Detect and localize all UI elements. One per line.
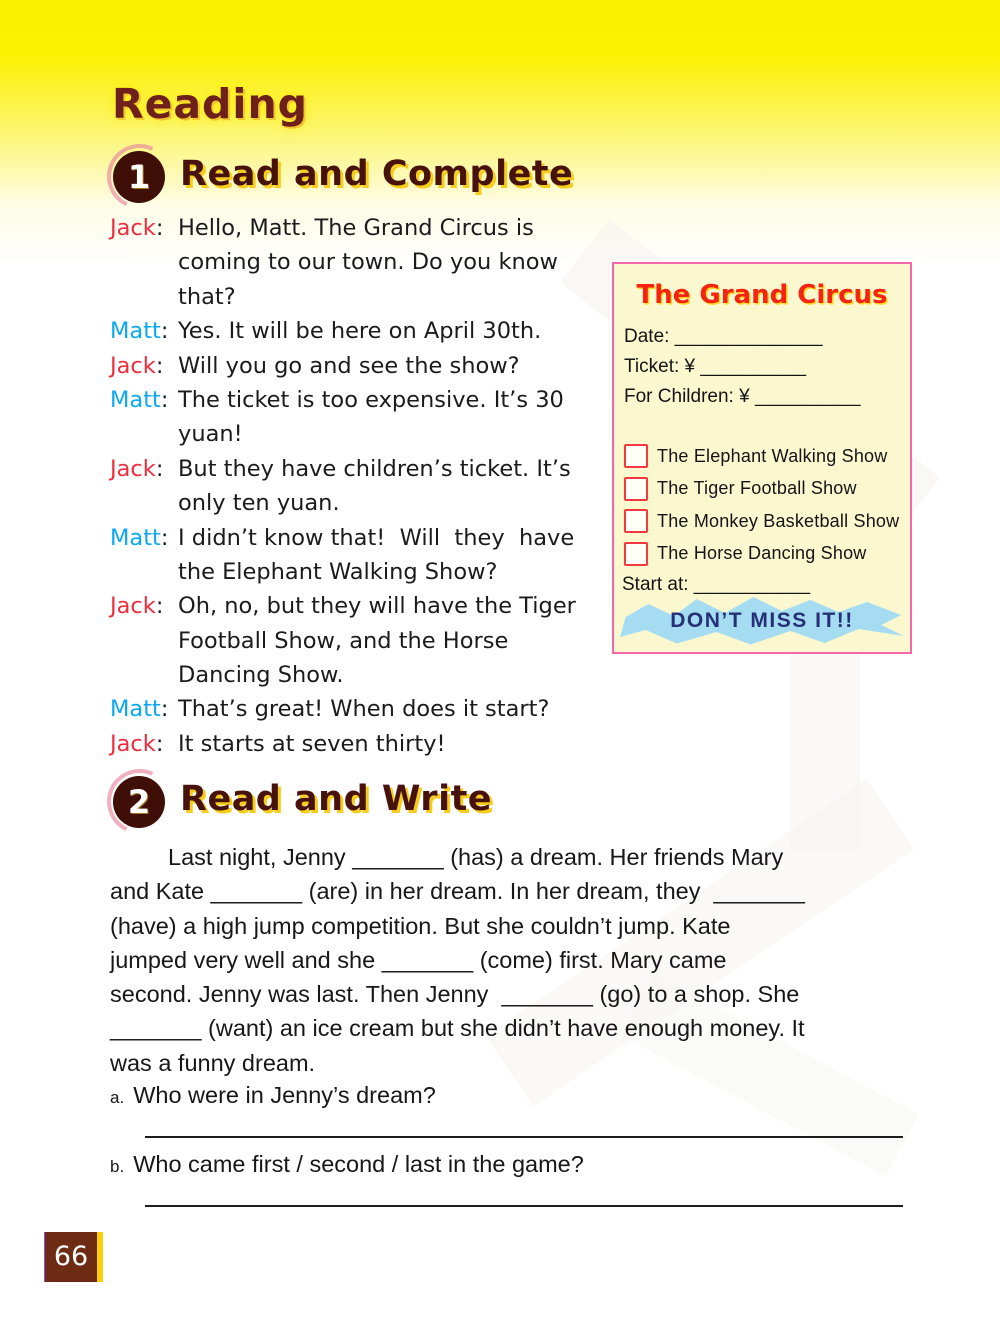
speaker-name: Matt: — [110, 386, 169, 413]
dialogue-line — [110, 452, 615, 486]
dialogue-line — [110, 211, 615, 245]
show-checkbox-list — [624, 440, 899, 570]
show-checkbox[interactable] — [624, 477, 648, 501]
speaker-name: Matt: — [110, 318, 169, 345]
circus-card-fields — [624, 322, 861, 412]
question-a-label: a. — [110, 1088, 125, 1107]
dialogue-text: Dancing Show. — [178, 662, 344, 689]
question-b-text: Who came first / second / last in the game? — [133, 1151, 584, 1177]
cloze-paragraph — [110, 840, 920, 1080]
speaker-name: Jack: — [110, 352, 164, 379]
show-label: The Horse Dancing Show — [657, 543, 867, 564]
speaker-name: Matt: — [110, 696, 169, 723]
dialogue-line — [110, 245, 615, 279]
show-label: The Tiger Football Show — [657, 478, 857, 499]
children-ticket-field[interactable]: For Children: ¥ __________ — [624, 386, 861, 407]
dialogue-text: the Elephant Walking Show? — [178, 558, 498, 585]
show-checkbox[interactable] — [624, 444, 648, 468]
date-field[interactable]: Date: ______________ — [624, 326, 823, 347]
question-b — [110, 1151, 584, 1178]
dialogue-text: coming to our town. Do you know — [178, 249, 558, 276]
dialogue-text: yuan! — [178, 421, 243, 448]
show-checkbox[interactable] — [624, 542, 648, 566]
dialogue-text: only ten yuan. — [178, 490, 340, 517]
start-at-field[interactable]: Start at: ___________ — [622, 574, 811, 595]
dialogue-text: The ticket is too expensive. It’s 30 — [178, 386, 564, 413]
section1-number-badge: 1 — [113, 151, 165, 203]
dialogue-text: that? — [178, 283, 236, 310]
dialogue-line — [110, 280, 615, 314]
question-b-label: b. — [110, 1157, 125, 1176]
speaker-name: Jack: — [110, 215, 164, 241]
section2-heading: Read and Write — [180, 779, 493, 819]
dialogue-line — [110, 521, 615, 555]
paragraph-line: was a funny dream. — [110, 1049, 316, 1076]
speaker-name: Matt: — [110, 524, 169, 551]
section1-heading: Read and Complete — [180, 154, 574, 194]
dialogue-text: Yes. It will be here on April 30th. — [178, 318, 542, 345]
paragraph-line: Last night, Jenny _______ (has) a dream. Her friends Mary — [168, 844, 784, 870]
paragraph-line: (have) a high jump competition. But she couldn’t jump. Kate — [110, 912, 731, 939]
ticket-field[interactable]: Ticket: ¥ __________ — [624, 356, 807, 377]
section2-number-badge: 2 — [113, 776, 165, 828]
speaker-name: Jack: — [110, 455, 164, 482]
speaker-name: Jack: — [110, 593, 164, 620]
show-label: The Monkey Basketball Show — [657, 510, 900, 531]
dialogue-text: But they have children’s ticket. It’s — [178, 455, 571, 482]
show-row — [624, 538, 899, 571]
dialogue-text: I didn’t know that! Will they have — [178, 524, 575, 551]
circus-card — [612, 262, 912, 654]
speaker-name: Jack: — [110, 730, 164, 757]
show-row — [624, 473, 899, 506]
dialogue-line — [110, 349, 615, 383]
dialogue-line — [110, 417, 615, 451]
dialogue-line — [110, 555, 615, 589]
dialogue-line — [110, 589, 615, 623]
dialogue-text: That’s great! When does it start? — [178, 696, 550, 723]
dialogue-line — [110, 486, 615, 520]
page-title: Reading — [112, 80, 308, 128]
paragraph-line: _______ (want) an ice cream but she didn’t have enough money. It — [110, 1015, 805, 1042]
dialogue-line — [110, 314, 615, 348]
answer-line-b[interactable] — [145, 1205, 903, 1207]
dialogue-text: Football Show, and the Horse — [178, 627, 509, 654]
show-checkbox[interactable] — [624, 509, 648, 533]
question-a-text: Who were in Jenny’s dream? — [133, 1082, 436, 1108]
circus-card-title: The Grand Circus — [636, 280, 888, 310]
paragraph-line: second. Jenny was last. Then Jenny _______ (go) to a shop. She — [110, 981, 800, 1008]
paragraph-line: and Kate _______ (are) in her dream. In her dream, they _______ — [110, 878, 806, 905]
dialogue-text: Oh, no, but they will have the Tiger — [178, 593, 576, 620]
show-label: The Elephant Walking Show — [657, 445, 888, 466]
page-number: 66 — [44, 1232, 103, 1282]
dialogue-text: Hello, Matt. The Grand Circus is — [178, 215, 534, 241]
show-row — [624, 440, 899, 473]
show-row — [624, 505, 899, 538]
dialogue-text: Will you go and see the show? — [178, 352, 520, 379]
dialogue-line — [110, 624, 615, 658]
dialogue-line — [110, 383, 615, 417]
answer-line-a[interactable] — [145, 1136, 903, 1138]
dialogue-line — [110, 692, 615, 726]
dialogue-block — [110, 211, 615, 761]
banner-text: DON’T MISS IT!! — [670, 609, 854, 632]
question-a — [110, 1082, 436, 1109]
paragraph-line: jumped very well and she _______ (come) first. Mary came — [110, 946, 727, 973]
dialogue-line — [110, 658, 615, 692]
dialogue-text: It starts at seven thirty! — [178, 730, 446, 757]
dialogue-line — [110, 727, 615, 761]
